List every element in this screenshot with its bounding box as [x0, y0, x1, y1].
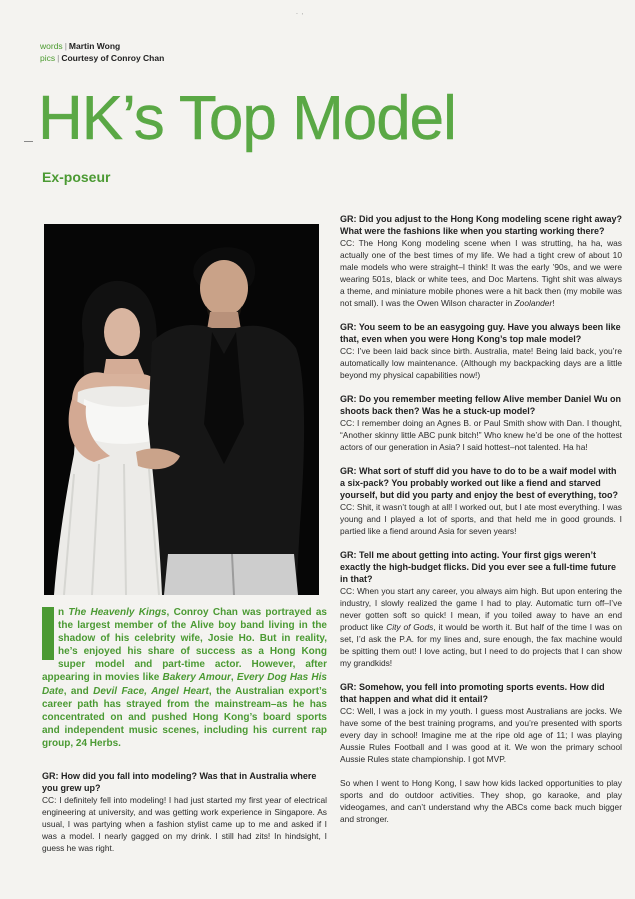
question: GR: Did you adjust to the Hong Kong modeling scene right away? What were the fashions like when you starting working there? [340, 214, 623, 236]
article-subtitle: Ex-poseur [42, 169, 111, 185]
scan-mark-decoration: ˙ ˈ [296, 12, 304, 21]
question: GR: Do you remember meeting fellow Alive member Daniel Wu on shoots back then? Was he a stuck-up model? [340, 394, 622, 416]
answer: CC: When you start any career, you always aim high. But upon entering the industry, I slowly realized the game I had to play. Automatic turn off–I’ve never gotten soft so quick! I mean, if you toiled away to have an end product like City of Gods, it would be worth it. But half of the time I was on set, I’d ask the P.A. for my lines and, sure enough, the fax machine would be spitting them out! I love acting, but I need to do projects that I can show my grandkids! [340, 586, 622, 668]
couple-photo [44, 224, 319, 595]
answer: CC: I’ve been laid back since birth. Australia, mate! Being laid back, you’re automatically low maintenance. (Although my backpacking days are a little beyond my physical capabilities now!) [340, 346, 622, 380]
question: GR: You seem to be an easygoing guy. Have you always been like that, even when you were Hong Kong’s top male model? [340, 322, 621, 344]
answer: CC: Well, I was a jock in my youth. I guess most Australians are jocks. We have some of the best training programs, and you’re presented with sports every day in school! Imagine me at the ripe old age of 11; I was playing Aussie Rules Football and I was good at it. We won the primary school Aussie Rules state championship. I got MVP. [340, 706, 622, 764]
title-dash [24, 141, 33, 142]
right-column-qa [340, 213, 622, 825]
question: GR: How did you fall into modeling? Was that in Australia where you grew up? [42, 771, 317, 793]
answer: CC: Shit, it wasn’t tough at all! I worked out, but I ate most everything. I was young and I played a lot of sports, and that held me in good grounds. I partied like a fiend around Asia for seven years! [340, 502, 622, 536]
intro-paragraph: n The Heavenly Kings, Conroy Chan was portrayed as the largest member of the Alive boy band living in the shadow of his celebrity wife, Josie Ho. But in reality, he’s enjoyed his share of success as a Hong Kong super model and part-time actor. However, after appearing in movies like Bakery Amour, Every Dog Has His Date, and Devil Face, Angel Heart, the Australian export’s career path has strayed from the mainstream–as he has concentrated on and pushed Hong Kong’s board sports and independent music scenes, including his current rap group, 24 Herbs. [42, 607, 327, 749]
credits [40, 40, 164, 64]
question: GR: Somehow, you fell into promoting sports events. How did that happen and what did it entail? [340, 682, 605, 704]
closing-paragraph: So when I went to Hong Kong, I saw how kids lacked opportunities to play sports and do outdoor activities. They shop, go karaoke, and play videogames, and can’t understand why the ABCs come back much bigger and stronger. [340, 778, 622, 824]
answer: CC: The Hong Kong modeling scene when I was strutting, ha ha, was actually one of the best times of my life. We had a tight crew of about 10 male models who were straight–I think! It was the early ’90s, and we were wearing 501s, black or white tees, and Doc Martens. Tight shit was always a theme, and miniature mobile phones were a hit back then (my mobile was not small). I was the Owen Wilson character in Zoolander! [340, 238, 622, 308]
answer: CC: I remember doing an Agnes B. or Paul Smith show with Dan. I thought, “Another skinny little ABC punk bitch!” Who knew he’d be one of the hottest actors of our generation in Asia? I said hottest–not talented. Ha ha! [340, 418, 622, 452]
article-title: HK’s Top Model [38, 84, 456, 153]
credit-words: words | Martin Wong [40, 41, 121, 51]
answer: CC: I definitely fell into modeling! I had just started my first year of electrical engineering at university, and was getting work experience in Singapore. As usual, I was partying when a fashion stylist came up to me and asked if I was a model. I nearly gagged on my drink. I still had zits! In hindsight, I guess he was right. [42, 795, 327, 853]
left-column-qa [42, 770, 327, 866]
drop-cap-i [42, 607, 54, 660]
question: GR: Tell me about getting into acting. Your first gigs weren’t exactly the high-budget flicks. Did you ever see a full-time future in that? [340, 550, 617, 584]
credit-pics: pics | Courtesy of Conroy Chan [40, 53, 165, 63]
question: GR: What sort of stuff did you have to do to be a waif model with a six-pack? You probably worked out like a fiend and starved yourself, but did you party and enjoy the best of everything, too? [340, 466, 619, 500]
